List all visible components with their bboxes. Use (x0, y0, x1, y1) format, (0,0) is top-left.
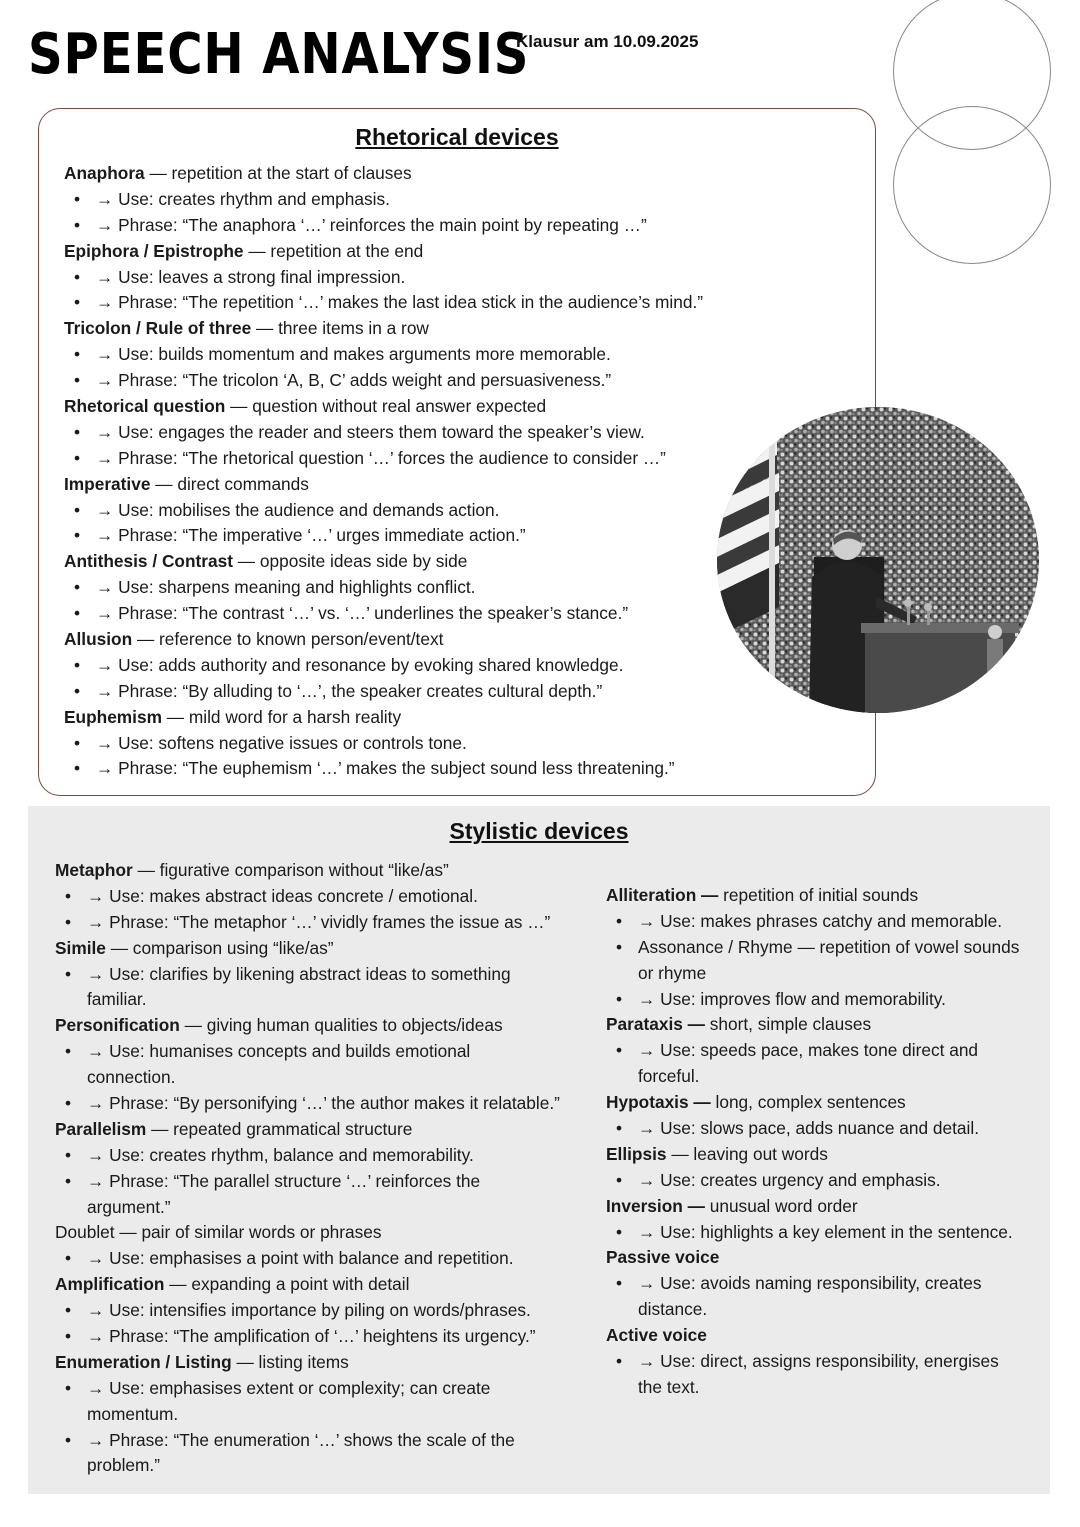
list-item: • → Use: mobilises the audience and demands action. (64, 498, 703, 524)
device-heading (64, 705, 703, 731)
device-definition: repetition of initial sounds (718, 885, 919, 905)
device-term: Euphemism (64, 706, 162, 727)
device-definition: — repeated grammatical structure (146, 1118, 413, 1139)
device-definition: — direct commands (150, 473, 309, 494)
device-heading (64, 161, 703, 187)
device-heading (55, 1117, 560, 1143)
speaker-photo-illustration (717, 407, 1039, 713)
device-term: Metaphor (55, 860, 133, 880)
device-term: Imperative (64, 473, 151, 494)
list-item: • → Use: emphasises extent or complexity; can create (55, 1376, 560, 1402)
device-term: Epiphora / Epistrophe (64, 240, 244, 261)
device-definition: short, simple clauses (704, 1014, 872, 1035)
device-heading (64, 472, 703, 498)
list-item: • → Phrase: “The tricolon ‘A, B, C’ adds weight and persuasiveness.” (64, 368, 703, 394)
list-item: • → Phrase: “The parallel structure ‘…’ reinforces the (55, 1169, 560, 1195)
stylistic-devices-title: Stylistic devices (449, 818, 629, 844)
list-item: • → Use: makes abstract ideas concrete / emotional. (55, 884, 560, 910)
list-item: • → Use: improves flow and memorability. (606, 987, 1019, 1013)
device-term: Rhetorical question (64, 396, 226, 417)
device-heading (606, 1194, 1019, 1220)
device-term: Active voice (606, 1325, 707, 1346)
device-term: Tricolon / Rule of three (64, 318, 252, 339)
device-heading-plain: Doublet — pair of similar words or phrases (55, 1222, 382, 1243)
device-heading (64, 316, 703, 342)
device-heading (64, 549, 703, 575)
rhetorical-devices-list (64, 161, 703, 782)
list-item-continuation: argument.” (87, 1196, 171, 1217)
device-term: Parallelism (55, 1118, 147, 1139)
list-item: • Assonance / Rhyme — repetition of vowel sounds (606, 935, 1019, 961)
device-definition: unusual word order (704, 1195, 858, 1216)
device-definition: — opposite ideas side by side (233, 551, 468, 572)
list-item: • → Use: intensifies importance by piling on words/phrases. (55, 1298, 560, 1324)
device-term: Anaphora (64, 163, 145, 183)
device-heading (55, 936, 560, 962)
stylistic-devices-left-column (55, 858, 560, 1479)
device-definition: — mild word for a harsh reality (161, 706, 402, 727)
list-item: • → Use: avoids naming responsibility, creates (606, 1271, 1019, 1297)
stylistic-devices-right-column (606, 883, 1019, 1401)
device-term: Hypotaxis — (606, 1092, 711, 1113)
list-item: • → Use: highlights a key element in the sentence. (606, 1220, 1019, 1246)
list-item: • → Use: builds momentum and makes arguments more memorable. (64, 342, 703, 368)
list-item-continuation: or rhyme (638, 962, 707, 983)
list-item: • → Use: slows pace, adds nuance and detail. (606, 1116, 1019, 1142)
list-item: • → Use: sharpens meaning and highlights conflict. (64, 575, 703, 601)
list-item: • → Use: leaves a strong final impression. (64, 265, 703, 291)
device-definition: — reference to known person/event/text (132, 629, 444, 650)
device-term: Personification (55, 1015, 180, 1036)
device-term: Antithesis / Contrast (64, 551, 233, 572)
list-item: • → Phrase: “By personifying ‘…’ the author makes it relatable.” (55, 1091, 560, 1117)
device-term: Ellipsis (606, 1143, 667, 1164)
device-term: Passive voice (606, 1247, 720, 1268)
device-definition: — question without real answer expected (225, 396, 547, 417)
list-item: • → Phrase: “The enumeration ‘…’ shows the scale of the (55, 1428, 560, 1454)
list-item-continuation: familiar. (87, 989, 147, 1010)
list-item-continuation: momentum. (87, 1403, 179, 1424)
list-item: • → Use: makes phrases catchy and memorable. (606, 909, 1019, 935)
device-heading (606, 1323, 1019, 1349)
device-heading (64, 627, 703, 653)
device-term: Amplification (55, 1274, 165, 1295)
device-heading (606, 1245, 1019, 1271)
list-item: • → Use: speeds pace, makes tone direct and (606, 1038, 1019, 1064)
device-heading (55, 1013, 560, 1039)
list-item: • → Use: softens negative issues or controls tone. (64, 731, 703, 757)
list-item: • → Use: clarifies by likening abstract ideas to something (55, 962, 560, 988)
list-item: • → Phrase: “The anaphora ‘…’ reinforces the main point by repeating …” (64, 213, 703, 239)
decorative-circle-bottom (893, 106, 1051, 264)
device-heading (55, 1272, 560, 1298)
guard-figure (987, 625, 1003, 679)
device-definition: — giving human qualities to objects/ideas (179, 1015, 503, 1036)
list-item: • → Phrase: “By alluding to ‘…’, the speaker creates cultural depth.” (64, 679, 703, 705)
list-item: • → Use: creates urgency and emphasis. (606, 1168, 1019, 1194)
device-heading (606, 1142, 1019, 1168)
device-definition: — repetition at the end (243, 240, 424, 261)
list-item: • → Phrase: “The rhetorical question ‘…’ forces the audience to consider …” (64, 446, 703, 472)
list-item: • → Phrase: “The repetition ‘…’ makes the last idea stick in the audience’s mind.” (64, 290, 703, 316)
speaker-photo (717, 407, 1039, 713)
device-heading (55, 1350, 560, 1376)
device-term: Inversion — (606, 1195, 705, 1216)
list-item: • → Use: humanises concepts and builds emotional (55, 1039, 560, 1065)
list-item-continuation: connection. (87, 1067, 176, 1088)
device-heading (64, 239, 703, 265)
device-term: Simile (55, 937, 106, 958)
device-definition: — three items in a row (251, 318, 429, 339)
list-item: • → Use: adds authority and resonance by evoking shared knowledge. (64, 653, 703, 679)
list-item: • → Phrase: “The euphemism ‘…’ makes the subject sound less threatening.” (64, 756, 703, 782)
device-heading (55, 858, 560, 884)
list-item: • → Use: engages the reader and steers them toward the speaker’s view. (64, 420, 703, 446)
list-item-continuation: forceful. (638, 1066, 700, 1087)
list-item-continuation: the text. (638, 1376, 700, 1397)
list-item: • → Phrase: “The metaphor ‘…’ vividly frames the issue as …” (55, 910, 560, 936)
device-definition: — comparison using “like/as” (105, 937, 334, 958)
list-item: • → Phrase: “The amplification of ‘…’ heightens its urgency.” (55, 1324, 560, 1350)
device-heading (606, 1012, 1019, 1038)
device-definition: — repetition at the start of clauses (144, 163, 412, 183)
device-definition: — expanding a point with detail (164, 1274, 410, 1295)
device-heading (64, 394, 703, 420)
device-definition: — leaving out words (666, 1143, 828, 1164)
device-heading (606, 883, 1019, 909)
exam-date: Klausur am 10.09.2025 (516, 32, 699, 51)
list-item: • → Use: creates rhythm, balance and memorability. (55, 1143, 560, 1169)
device-term: Parataxis — (606, 1014, 705, 1035)
list-item: • → Use: direct, assigns responsibility, energises (606, 1349, 1019, 1375)
page-title: SPEECH ANALYSIS (28, 22, 530, 87)
list-item-continuation: problem.” (87, 1455, 160, 1476)
device-definition: — listing items (231, 1351, 349, 1372)
list-item-continuation: distance. (638, 1299, 708, 1320)
list-item: • → Use: emphasises a point with balance and repetition. (55, 1246, 560, 1272)
rhetorical-devices-title: Rhetorical devices (355, 124, 559, 150)
device-heading (606, 1090, 1019, 1116)
device-definition: long, complex sentences (710, 1092, 906, 1113)
device-term: Enumeration / Listing (55, 1351, 232, 1372)
list-item: • → Phrase: “The contrast ‘…’ vs. ‘…’ underlines the speaker’s stance.” (64, 601, 703, 627)
list-item: • → Phrase: “The imperative ‘…’ urges immediate action.” (64, 523, 703, 549)
device-term: Alliteration — (606, 885, 719, 905)
device-term: Allusion (64, 629, 133, 650)
list-item: • → Use: creates rhythm and emphasis. (64, 187, 703, 213)
device-definition: — figurative comparison without “like/as” (132, 860, 449, 880)
